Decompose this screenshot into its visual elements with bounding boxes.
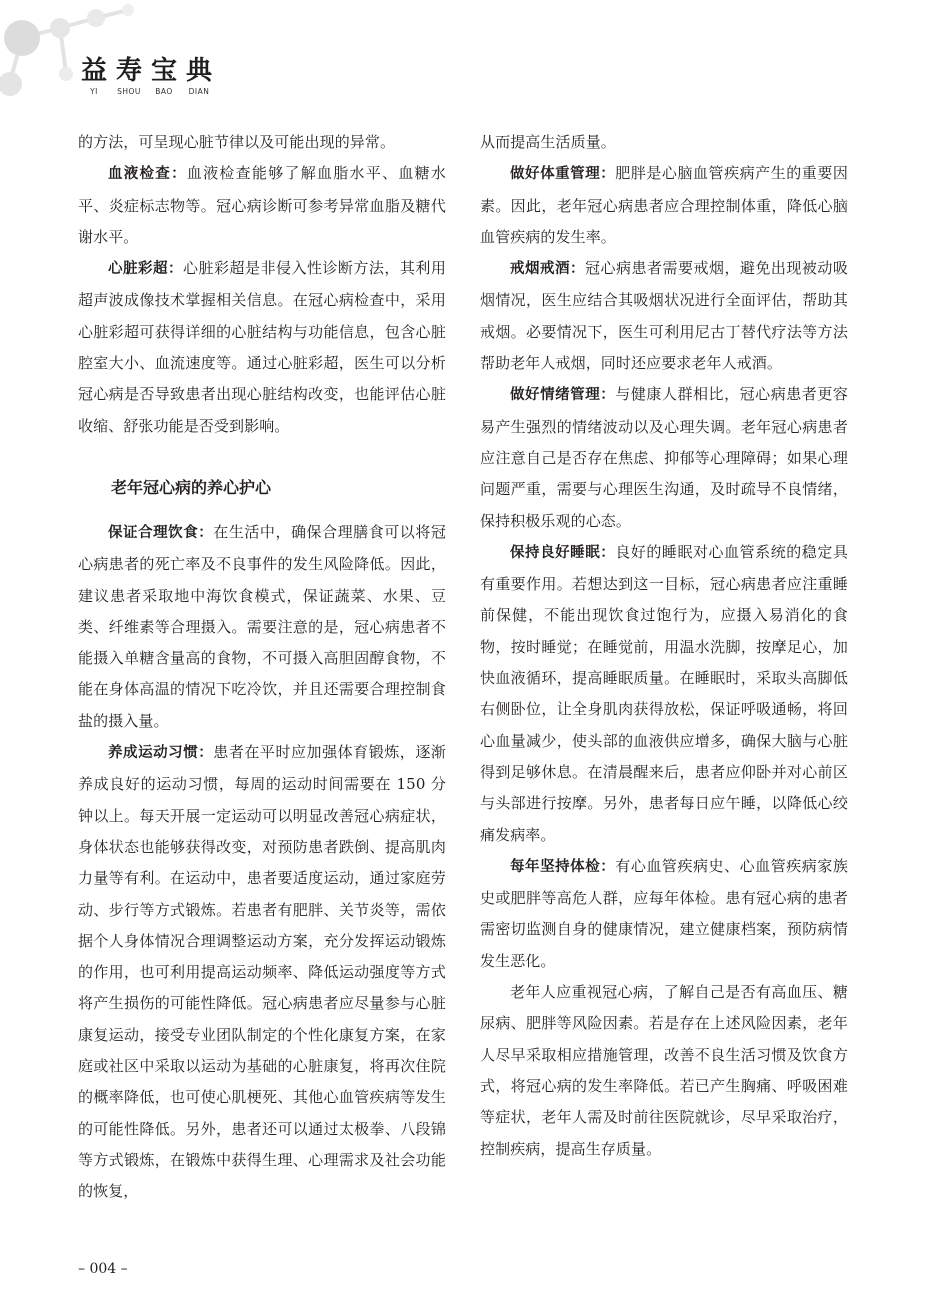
paragraph-lead: 做好情绪管理：	[510, 387, 616, 404]
paragraph: 的方法，可呈现心脏节律以及可能出现的异常。	[78, 133, 396, 151]
paragraph	[480, 537, 848, 851]
paragraph-body: 在生活中，确保合理膳食可以将冠心病患者的死亡率及不良事件的发生风险降低。因此，建议患者采取地中海饮食模式，保证蔬菜、水果、豆类、纤维素等合理摄入。需要注意的是，冠心病患者不能摄入单糖含量高的食物，不可摄入高胆固醇食物，不能在身体高温的情况下吃冷饮，并且还需要合理控制食盐的摄入量。	[78, 522, 446, 730]
right-column	[480, 127, 848, 1165]
paragraph-lead: 心脏彩超：	[108, 261, 183, 278]
paragraph	[78, 253, 446, 442]
paragraph-body: 患者在平时应加强体育锻炼，逐渐养成良好的运动习惯，每周的运动时间需要在 150 分钟以上。每天开展一定运动可以明显改善冠心病症状，身体状态也能够获得改变，对预防患者跌倒、提高肌肉力量等有利。在运动中，患者要适度运动，通过家庭劳动、步行等方式锻炼。若患者有肥胖、关节炎等，需依据个人身体情况合理调整运动方案，充分发挥运动锻炼的作用，也可利用提高运动频率、降低运动强度等方式将产生损伤的可能性降低。冠心病患者应尽量参与心脏康复运动，接受专业团队制定的个性化康复方案，在家庭或社区中采取以运动为基础的心脏康复，将再次住院的概率降低，也可使心肌梗死、其他心血管疾病等发生的可能性降低。另外，患者还可以通过太极拳、八段锦等方式锻炼，在锻炼中获得生理、心理需求及社会功能的恢复，	[78, 743, 446, 1201]
paragraph-lead: 血液检查：	[108, 166, 187, 183]
paragraph	[480, 158, 848, 253]
logo-pinyin	[78, 87, 215, 96]
page-number: – 004 –	[78, 1261, 128, 1277]
paragraph	[480, 851, 848, 977]
paragraph	[78, 158, 446, 253]
paragraph-lead: 养成运动习惯：	[108, 745, 214, 762]
paragraph-body: 心脏彩超是非侵入性诊断方法，其利用超声波成像技术掌握相关信息。在冠心病检查中，采用心脏彩超可获得详细的心脏结构与功能信息，包含心脏腔室大小、血流速度等。通过心脏彩超，医生可以分析冠心病是否导致患者出现心脏结构改变，也能评估心脏收缩、舒张功能是否受到影响。	[78, 259, 447, 435]
paragraph: 老年人应重视冠心病，了解自己是否有高血压、糖尿病、肥胖等风险因素。若是存在上述风险因素，老年人尽早采取相应措施管理，改善不良生活习惯及饮食方式，将冠心病的发生率降低。若已产生胸痛、呼吸困难等症状，老年人需及时前往医院就诊，尽早采取治疗，控制疾病，提高生存质量。	[480, 983, 848, 1158]
paragraph	[480, 379, 848, 536]
paragraph-body: 冠心病患者需要戒烟，避免出现被动吸烟情况，医生应结合其吸烟状况进行全面评估，帮助其戒烟。必要情况下，医生可利用尼古丁替代疗法等方法帮助老年人戒烟，同时还应要求老年人戒酒。	[480, 259, 849, 373]
paragraph: 从而提高生活质量。	[480, 133, 616, 151]
logo-char: 典	[183, 52, 215, 84]
paragraph-lead: 做好体重管理：	[510, 166, 616, 183]
section-title: 老年冠心病的养心护心	[111, 477, 272, 497]
left-column	[78, 127, 446, 1208]
logo-pinyin-syllable: DIAN	[188, 87, 210, 96]
paragraph-lead: 保证合理饮食：	[108, 524, 214, 541]
logo-pinyin-syllable: BAO	[155, 87, 173, 96]
logo-char: 益	[78, 52, 110, 84]
paragraph	[78, 737, 446, 1207]
paragraph-body: 血液检查能够了解血脂水平、血糖水平、炎症标志物等。冠心病诊断可参考异常血脂及糖代谢水平。	[78, 164, 447, 246]
logo-char: 宝	[148, 52, 180, 84]
magazine-logo	[78, 52, 215, 96]
logo-pinyin-syllable: YI	[90, 87, 98, 96]
paragraph	[480, 253, 848, 379]
paragraph-lead: 每年坚持体检：	[510, 858, 616, 875]
paragraph-body: 有心血管疾病史、心血管疾病家族史或肥胖等高危人群，应每年体检。患有冠心病的患者需密切监测自身的健康情况，建立健康档案，预防病情发生恶化。	[480, 856, 848, 970]
logo-pinyin-syllable: SHOU	[117, 87, 141, 96]
paragraph-body: 与健康人群相比，冠心病患者更容易产生强烈的情绪波动以及心理失调。老年冠心病患者应注意自己是否存在焦虑、抑郁等心理障碍；如果心理问题严重，需要与心理医生沟通，及时疏导不良情绪，保持积极乐观的心态。	[480, 385, 848, 530]
logo-char: 寿	[113, 52, 145, 84]
paragraph-body: 良好的睡眠对心血管系统的稳定具有重要作用。若想达到这一目标，冠心病患者应注重睡前保健，不能出现饮食过饱行为，应摄入易消化的食物，按时睡觉；在睡觉前，用温水洗脚，按摩足心，加快血液循环，提高睡眠质量。在睡眠时，采取头高脚低右侧卧位，让全身肌肉获得放松，保证呼吸通畅，将回心血量减少，使头部的血液供应增多，确保大脑与心脏得到足够休息。在清晨醒来后，患者应仰卧并对心前区与头部进行按摩。另外，患者每日应午睡，以降低心绞痛发病率。	[480, 542, 848, 844]
paragraph	[78, 517, 446, 737]
paragraph-body: 肥胖是心脑血管疾病产生的重要因素。因此，老年冠心病患者应合理控制体重，降低心脑血管疾病的发生率。	[480, 164, 848, 246]
paragraph-lead: 戒烟戒酒：	[510, 261, 585, 278]
paragraph-lead: 保持良好睡眠：	[510, 544, 616, 561]
